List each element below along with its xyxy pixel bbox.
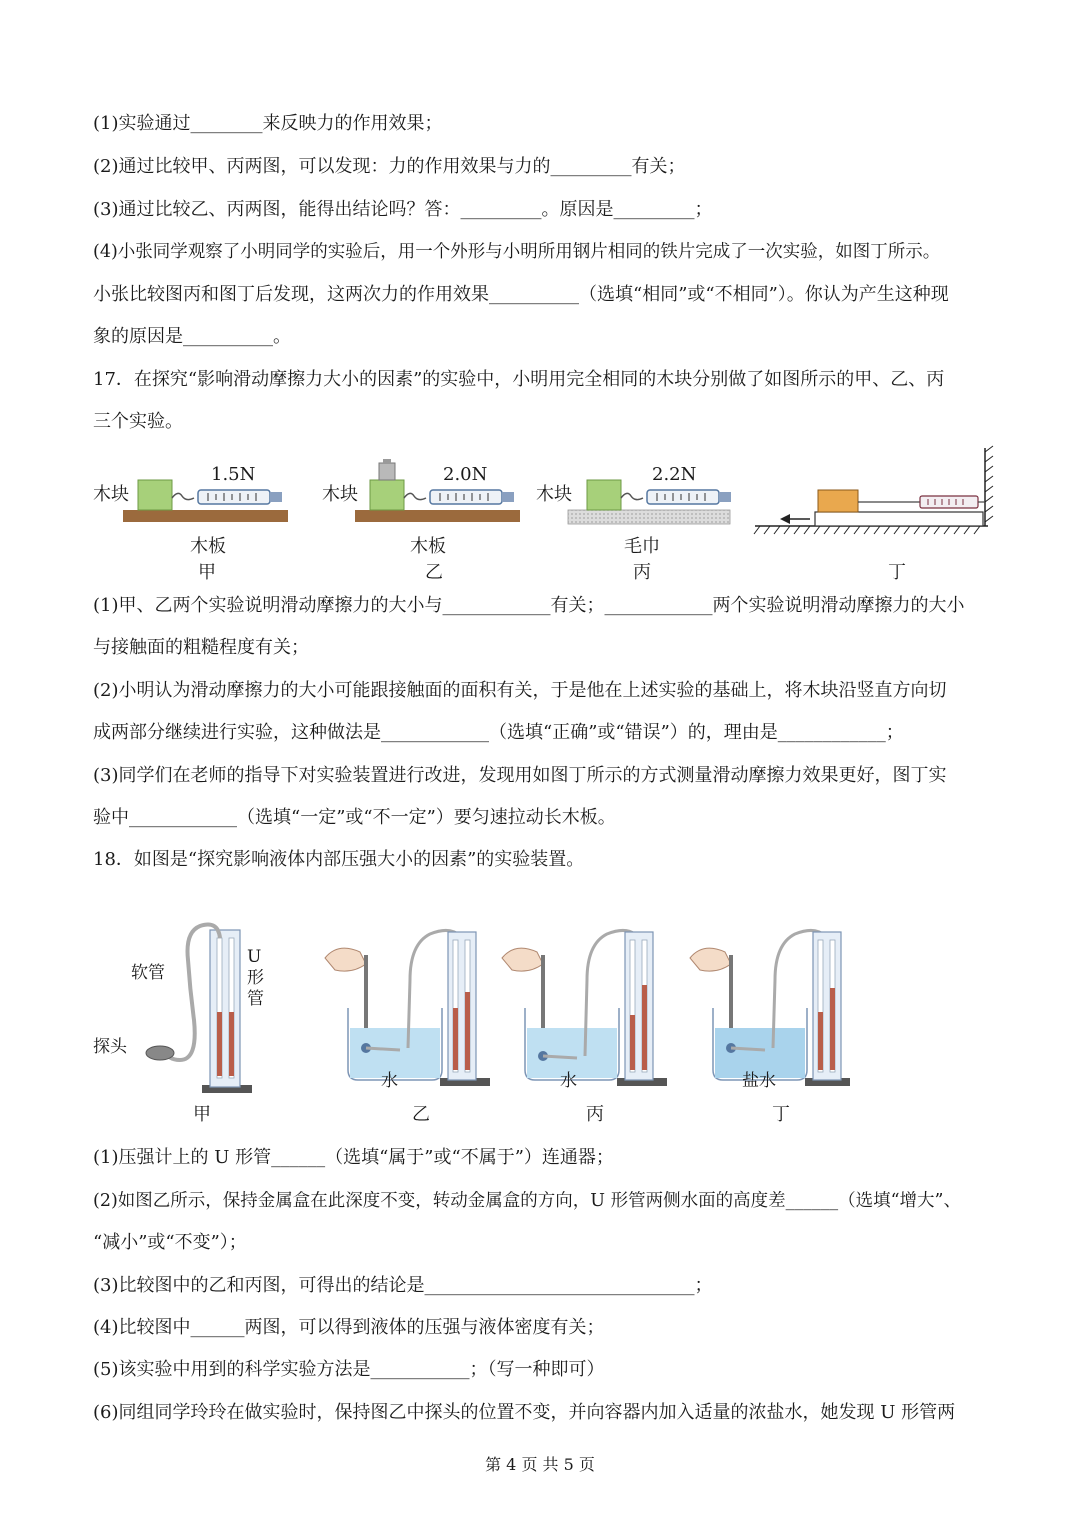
liquid-label-ding: 盐水 xyxy=(742,1071,776,1091)
probe-label: 探头 xyxy=(93,1037,127,1057)
page-footer: 第 4 页 共 5 页 xyxy=(485,1455,595,1474)
fig-name-ding: 丁 xyxy=(888,562,906,583)
block-label-bing: 木块 xyxy=(536,484,572,505)
q17-part1-line1: (1)甲、乙两个实验说明滑动摩擦力的大小与____________有关；____________两个实验说明滑动摩擦力的大小 xyxy=(93,595,965,616)
q17-part3-line2: 验中____________（选填“一定”或“不一定”）要匀速拉动长木板。 xyxy=(93,807,616,828)
apparatus-jia xyxy=(146,925,252,1094)
q17-stem-2: 三个实验。 xyxy=(93,411,183,432)
q18-stem: 18．如图是“探究影响液体内部压强大小的因素”的实验装置。 xyxy=(93,849,585,870)
utube-label-2: 形 xyxy=(247,968,264,988)
fig18-name-jia: 甲 xyxy=(193,1104,211,1125)
apparatus-yi xyxy=(325,930,490,1086)
hose-label: 软管 xyxy=(131,963,165,983)
q18-part5: (5)该实验中用到的科学实验方法是___________；（写一种即可） xyxy=(93,1359,605,1380)
q16-line-3: (3)通过比较乙、丙两图，能得出结论吗？答：_________。原因是_________； xyxy=(93,199,713,220)
fig18-name-yi: 乙 xyxy=(412,1104,430,1125)
q18-part6: (6)同组同学玲玲在做实验时，保持图乙中探头的位置不变，并向容器内加入适量的浓盐水，她发现 U 形管两 xyxy=(93,1402,956,1423)
q16-line-4: (4)小张同学观察了小明同学的实验后，用一个外形与小明所用钢片相同的铁片完成了一次实验，如图丁所示。 xyxy=(93,242,941,262)
q16-line-1: (1)实验通过________来反映力的作用效果； xyxy=(93,113,443,134)
fig-name-yi: 乙 xyxy=(425,562,443,583)
surface-yi: 木板 xyxy=(410,536,446,557)
setup-jia xyxy=(123,480,288,522)
utube-label-1: U xyxy=(247,947,262,967)
q16-line-6: 象的原因是__________。 xyxy=(93,326,291,347)
apparatus-bing xyxy=(502,930,667,1086)
surface-jia: 木板 xyxy=(190,536,226,557)
setup-bing xyxy=(568,480,731,524)
q17-part2-line2: 成两部分继续进行实验，这种做法是____________（选填“正确”或“错误”）的，理由是____________； xyxy=(93,722,904,743)
reading-bing: 2.2N xyxy=(652,464,697,485)
q17-part2-line1: (2)小明认为滑动摩擦力的大小可能跟接触面的面积有关，于是他在上述实验的基础上，将木块沿竖直方向切 xyxy=(93,680,947,701)
fig-name-jia: 甲 xyxy=(198,562,216,583)
q17-stem-1: 17．在探究“影响滑动摩擦力大小的因素”的实验中，小明用完全相同的木块分别做了如图所示的甲、乙、丙 xyxy=(93,369,945,390)
q18-part3: (3)比较图中的乙和丙图，可得出的结论是______________________________； xyxy=(93,1275,713,1296)
utube-label-3: 管 xyxy=(247,989,264,1009)
q16-line-2: (2)通过比较甲、丙两图，可以发现：力的作用效果与力的_________有关； xyxy=(93,156,686,177)
q17-part3-line1: (3)同学们在老师的指导下对实验装置进行改进，发现用如图丁所示的方式测量滑动摩擦力效果更好，图丁实 xyxy=(93,765,947,786)
setup-yi xyxy=(355,459,520,522)
fig18-name-bing: 丙 xyxy=(586,1104,604,1125)
q17-part1-line2: 与接触面的粗糙程度有关； xyxy=(93,637,309,658)
block-label-jia: 木块 xyxy=(93,484,129,505)
reading-jia: 1.5N xyxy=(211,464,256,485)
fig-name-bing: 丙 xyxy=(633,562,651,583)
liquid-label-yi: 水 xyxy=(381,1071,398,1091)
liquid-label-bing: 水 xyxy=(560,1071,577,1091)
q18-part1: (1)压强计上的 U 形管______（选填“属于”或“不属于”）连通器； xyxy=(93,1147,614,1168)
pressure-gauge-figure xyxy=(90,920,850,1100)
apparatus-ding xyxy=(690,930,850,1086)
block-label-yi: 木块 xyxy=(322,484,358,505)
setup-ding xyxy=(754,446,993,534)
fig18-name-ding: 丁 xyxy=(772,1104,790,1125)
reading-yi: 2.0N xyxy=(443,464,488,485)
q16-line-5: 小张比较图丙和图丁后发现，这两次力的作用效果__________（选填“相同”或“不相同”）。你认为产生这种现 xyxy=(93,284,949,305)
surface-bing: 毛巾 xyxy=(624,536,660,557)
q18-part2-line1: (2)如图乙所示，保持金属盒在此深度不变，转动金属盒的方向，U 形管两侧水面的高度差______（选填“增大”、 xyxy=(93,1191,961,1211)
q18-part4: (4)比较图中______两图，可以得到液体的压强与液体密度有关； xyxy=(93,1317,605,1338)
q18-part2-line2: “减小”或“不变”）； xyxy=(93,1232,247,1253)
